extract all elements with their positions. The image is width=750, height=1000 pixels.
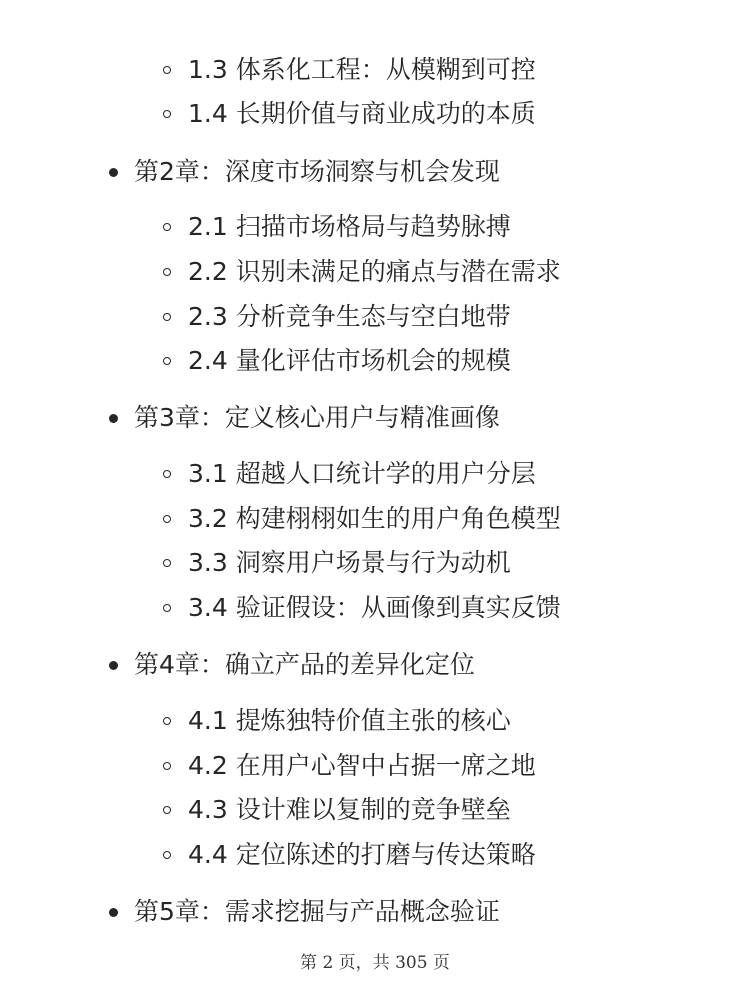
hollow-circle-bullet-icon [163,110,171,118]
list-item-text: 2.1 扫描市场格局与趋势脉搏 [188,212,511,241]
list-item-text: 3.4 验证假设：从画像到真实反馈 [188,593,561,622]
hollow-circle-bullet-icon [163,762,171,770]
hollow-circle-bullet-icon [163,223,171,231]
list-item-text: 3.3 洞察用户场景与行为动机 [188,548,511,577]
hollow-circle-bullet-icon [163,470,171,478]
list-item-text: 2.2 识别未满足的痛点与潜在需求 [188,257,561,286]
list-item-text: 4.2 在用户心智中占据一席之地 [188,751,536,780]
list-item-text: 3.2 构建栩栩如生的用户角色模型 [188,504,561,533]
list-item-text: 4.4 定位陈述的打磨与传达策略 [188,840,536,869]
chapter-title: 第3章：定义核心用户与精准画像 [134,403,500,432]
solid-dot-bullet-icon [109,168,118,177]
hollow-circle-bullet-icon [163,357,171,365]
list-item-text: 1.4 长期价值与商业成功的本质 [188,99,536,128]
list-item-text: 1.3 体系化工程：从模糊到可控 [188,55,536,84]
hollow-circle-bullet-icon [163,515,171,523]
hollow-circle-bullet-icon [163,717,171,725]
hollow-circle-bullet-icon [163,604,171,612]
hollow-circle-bullet-icon [163,806,171,814]
list-item-text: 3.1 超越人口统计学的用户分层 [188,459,536,488]
hollow-circle-bullet-icon [163,851,171,859]
page-number-footer: 第 2 页，共 305 页 [300,953,450,973]
list-item-text: 2.3 分析竞争生态与空白地带 [188,302,511,331]
hollow-circle-bullet-icon [163,559,171,567]
solid-dot-bullet-icon [109,908,118,917]
hollow-circle-bullet-icon [163,313,171,321]
chapter-title: 第5章：需求挖掘与产品概念验证 [134,897,500,926]
solid-dot-bullet-icon [109,414,118,423]
list-item-text: 4.3 设计难以复制的竞争壁垒 [188,795,511,824]
chapter-title: 第4章：确立产品的差异化定位 [134,650,475,679]
list-item-text: 4.1 提炼独特价值主张的核心 [188,706,511,735]
hollow-circle-bullet-icon [163,268,171,276]
list-item-text: 2.4 量化评估市场机会的规模 [188,346,511,375]
chapter-title: 第2章：深度市场洞察与机会发现 [134,157,500,186]
solid-dot-bullet-icon [109,661,118,670]
hollow-circle-bullet-icon [163,66,171,74]
